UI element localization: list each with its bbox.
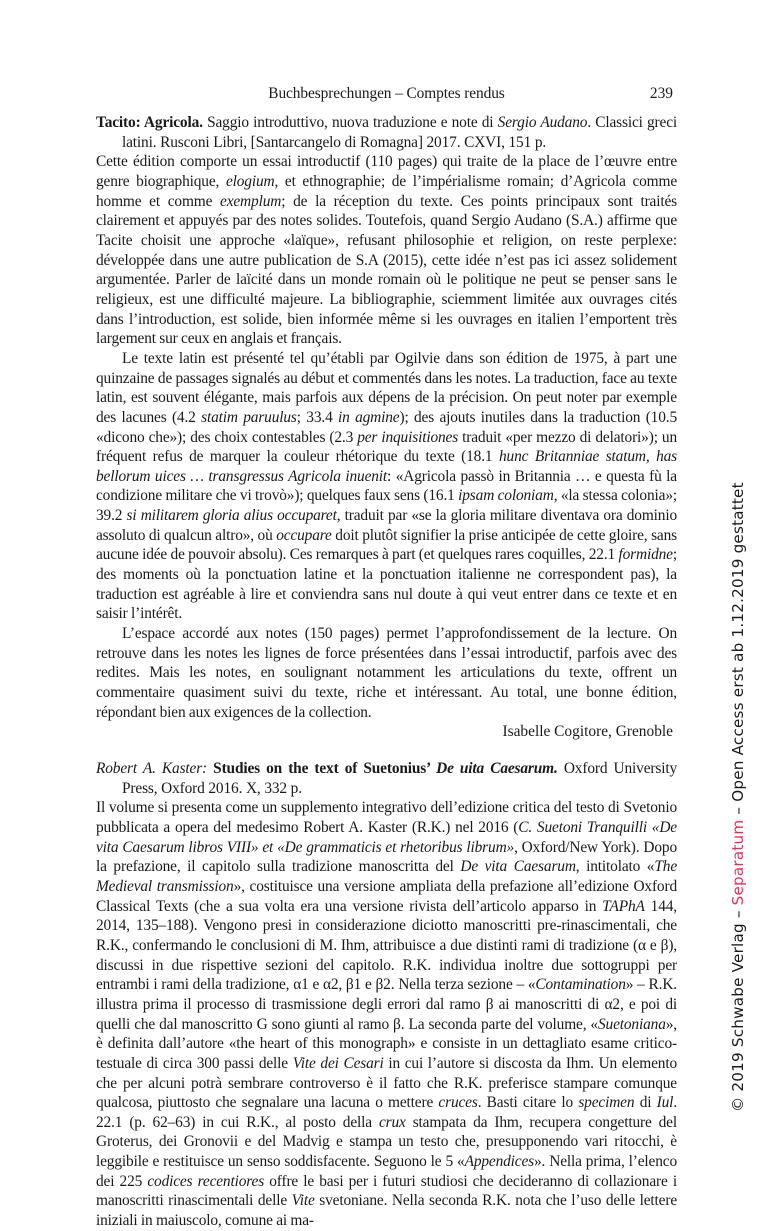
review-paragraph [96,624,677,722]
italic-segment: TAPhA [602,897,645,915]
text-segment: , traduit par «se la gloria militare diventava ora dominio assoluto di qualcun altro», où [96,507,678,544]
copyright-text: © 2019 Schwabe Verlag – [729,905,747,1112]
italic-segment: per inquisitiones [357,428,459,446]
citation-title: Tacito: Agricola. [96,114,203,131]
review-tacito-agricola [96,113,677,742]
citation-text: Saggio introduttivo, nuova traduzione e note di [202,114,498,131]
text-segment: offre le basi per i futuri studiosi che decideranno di collazionare i manoscritti rinascimentali delle [96,1172,677,1210]
copyright-side-note [729,482,747,1112]
italic-segment: Vite [291,1192,315,1210]
running-title: Buchbesprechungen – Comptes rendus [268,85,505,102]
text-segment: Cette édition comporte un essai introductif (110 pages) qui traite de la place de l’œuvre entre genre biographique, [96,153,677,190]
italic-segment: cruces [438,1094,478,1112]
italic-segment: in agmine [338,408,400,426]
italic-segment: The Medieval transmission [96,858,677,895]
italic-segment: Vite dei Cesari [292,1054,384,1072]
text-segment: stampata da Ihm, recupera congetture del Groterus, dei Gronovii e del Madvig e stampa un testo che, presupponendo vari ritocchi, è leggibile e restituisce un senso soddisfacente. Seguono le 5 « [96,1113,677,1171]
review-paragraph [96,798,677,1230]
italic-segment: ipsam coloniam [458,487,554,505]
text-segment: di [634,1094,657,1112]
italic-segment: Suetoniana [597,1015,666,1033]
text-segment: », costituisce una versione ampliata della prefazione all’edizione Oxford Classical Texts (che a sua volta era una versione rivista dell’articolo apparso in [96,877,677,915]
review-citation [96,759,677,798]
text-segment: » – R.K. illustra prima il processo di trasmissione degli errori dal ramo β ai manoscritti di α2, e poi di quelli che dal manoscritto G sono giunti al ramo β. La seconda parte del volume, « [96,976,677,1033]
italic-segment: hunc Britanniae statum, has bellorum uices … transgressus Agricola inuenit [96,448,677,485]
italic-segment: specimen [578,1094,635,1112]
citation-author: Robert A. Kaster: [96,760,208,777]
italic-segment: elogium [225,172,275,190]
text-segment: 144, 2014, 135–188). Vengono presi in considerazione diciotto manoscritti pre-rinascimentali, che R.K., confermando le conclusioni di M. Ihm, attribuisce a due distinti rami di tradizione (α e β), discussi in due rispettive sezioni del capitolo. R.K. individua inoltre due sottogruppi per entrambi i rami della tradizione, α1 e α2, β1 e β2. Nella terza sezione – « [96,897,678,994]
text-segment: Le texte latin est présenté tel qu’établi par Ogilvie dans son édition de 1975, à part une quinzaine de passages signalés au début et commentés dans les notes. La traduction, face au texte latin, est souvent élégante, mais parfois aux dépens de la précision. On peut noter par exemple des lacunes (4.2 [96,349,677,426]
text-segment: ; 33.4 [296,408,339,426]
italic-segment: statim paruulus [201,408,297,426]
text-segment: ); des ajouts inutiles dans la traduction (10.5 «dicono che»); des choix contestables (2.3 [96,408,677,446]
citation-publication: Oxford University Press, Oxford 2016. X, 332 p. [122,760,677,797]
reviewer-signature: Isabelle Cogitore, Grenoble [502,723,673,741]
text-segment: , et ethnographie; de l’impérialisme romain; d’Agricola comme homme et comme [96,172,678,210]
document-page [96,84,677,1231]
italic-segment: Iul [656,1094,674,1112]
italic-segment: Appendices [464,1153,535,1171]
text-segment: svetoniane. Nella seconda R.K. nota che l’uso delle lettere iniziali in maiuscolo, comune ai ma- [96,1192,677,1230]
open-access-text: – Open Access erst ab 1.12.2019 gestattet [729,482,747,820]
italic-segment: si militarem gloria alius occuparet [126,507,337,525]
text-segment: ; des moments où la ponctuation latine et la ponctuation italienne ne correspondent pas), la traduction est agréable à lire et conviendra sans nul doute à qui veut entrer dans ce texte et en saisir l’intérêt. [96,546,677,623]
citation-title: Studies on the text of Suetonius’ [207,760,437,777]
text-segment: Il volume si presenta come un supplemento integrativo dell’edizione critica del testo di Svetonio pubblicata a opera del medesimo Robert A. Kaster (R.K.) nel 2016 ( [96,799,677,836]
text-segment: , Oxford/New York). Dopo la prefazione, il capitolo sulla tradizione manoscritta del [96,838,677,876]
page-number: 239 [649,85,673,102]
italic-segment: occupare [276,526,332,544]
text-segment: ; de la réception du texte. Ces points principaux sont traités clairement et appuyés par des notes solides. Toutefois, quand Sergio Audano (S.A.) affirme que Tacite choisit une approche «laïque», refusant philosophie et religion, on reste perplexe: développée dans une autre publication de S.A (2015), cette idée n’est pas ici assez solidement argumentée. Parler de laïcité dans un monde romain où le politique ne peut se penser sans le religieux, est une difficulté majeure. La bibliographie, sciemment limitée aux ouvrages cités dans l’introduction, est solide, bien informée même si les ouvrages en italien l’emportent très largement sur ceux en anglais et français. [96,192,677,348]
running-head [96,84,677,104]
review-kaster-suetonius [96,759,677,1231]
text-segment: », è definita dall’autore «the heart of this monograph» e consiste in un dettagliato esame critico-testuale di circa 300 passi delle [96,1015,677,1072]
citation-publication: . Classici greci latini. Rusconi Libri, [Santarcangelo di Romagna] 2017. CXVI, 151 p. [122,114,678,151]
italic-segment: exemplum [220,192,282,210]
italic-segment: crux [378,1113,406,1131]
italic-segment: De vita Caesarum [460,858,576,876]
separatum-label: Separatum [729,819,747,906]
citation-title-italic: De uita Caesarum. [436,760,558,777]
italic-segment: formidne [618,546,673,564]
text-segment: L’espace accordé aux notes (150 pages) permet l’approfondissement de la lecture. On retrouve dans les notes les lignes de force présentées dans l’essai introductif, parfois avec des redites. Mais les notes, en soulignant notamment les articulations du texte, offrent un commentaire quasiment suivi du texte, riche et intéressant. Au total, une bonne édition, répondant bien aux exigences de la collection. [96,625,677,721]
text-segment: traduit «per mezzo di delatori»); un fréquent refus de marquer la couleur rhétorique du texte (18.1 [96,428,677,466]
text-segment: : «Agricola passò in Britannia … e questa fù la condizione militare che vi trovò»); quelques faux sens (16.1 [96,467,677,505]
italic-segment: codices recentiores [147,1172,265,1190]
text-segment: , intitolato « [575,858,655,876]
italic-segment: C. Suetoni Tranquilli «De vita Caesarum libros VIII» et «De grammaticis et rhetoribus librum» [96,818,677,856]
text-segment: ». Nella prima, l’elenco dei 225 [96,1153,677,1190]
text-segment: . 22.1 (p. 62–63) in cui R.K., al posto della [96,1094,678,1131]
review-paragraph [96,349,677,624]
text-segment: . Basti citare lo [477,1094,579,1112]
text-segment: , «la stessa colonia»; 39.2 [96,487,678,525]
citation-editor: Sergio Audano [497,114,588,131]
text-segment: in cui l’autore si discosta da Ihm. Un elemento che per alcuni potrà sembrare controverso è il fatto che R.K. preferisce stampare comunque qualcosa, piuttosto che segnalare una lacuna o mettere [96,1054,677,1112]
review-paragraph [96,152,677,349]
text-segment: doit plutôt signifier la prise anticipée de cette gloire, sans aucune idée de pouvoir absolu). Ces remarques à part (et quelques rares coquilles, 22.1 [96,526,677,564]
review-citation [96,113,677,152]
italic-segment: Contamination [535,976,626,994]
